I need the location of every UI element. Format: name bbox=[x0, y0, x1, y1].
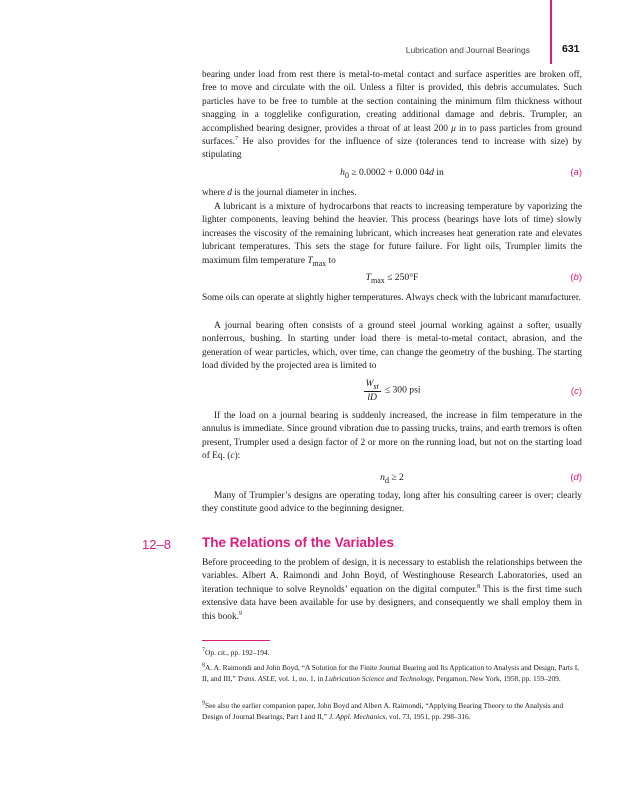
section-title: The Relations of the Variables bbox=[202, 535, 395, 550]
equation-d: $n_d \ge 2$ (d) bbox=[380, 472, 582, 485]
equation-tag-c: (c) bbox=[570, 386, 582, 397]
page-number: 631 bbox=[562, 43, 580, 55]
paragraph-load-increase: If the load on a journal bearing is suddenly increased, the increase in film temperature in the annulus is immediate. Since ground vibration due to passing trucks, trains, and earth tremors is often present, Trumpler used a design factor of 2 or more on the running load, but not on the starting load of Eq. (c): bbox=[202, 411, 582, 462]
equation-tag-d: (d) bbox=[570, 472, 582, 483]
footnote-8: $^8$A. A. Raimondi and John Boyd, “A Solution for the Finite Journal Bearing and Its Application to Analysis and Design, Parts I, II, and III,” Trans. ASLE, vol. 1, no. 1, in Lubrication Science and Technology, Pergamon, New York, 1958, pp. 159–209. bbox=[202, 662, 580, 684]
paragraph-journal: A journal bearing often consists of a ground steel journal working against a softer, usually nonferrous, bushing. In starting under load there is metal-to-metal contact, abrasion, and the generation of wear particles, which, over time, can change the geometry of the bushing. The starting load divided by the projected area is limited to bbox=[202, 321, 582, 372]
footnote-ref-7[interactable]: 7 bbox=[235, 135, 239, 142]
footnote-7: $^7$Op. cit., pp. 192–194. bbox=[202, 647, 270, 657]
footnote-9: $^9$See also the earlier companion paper, John Boyd and Albert A. Raimondi, “Applying Bearing Theory to the Analysis and Design of Journal Bearings, Part I and II,” J. Appl. Mechanics, vol. 73, 1951, pp. 298–316. bbox=[202, 700, 564, 722]
equation-tag-b: (b) bbox=[570, 272, 582, 283]
running-title: Lubrication and Journal Bearings bbox=[405, 45, 530, 55]
paragraph-debris: bearing under load from rest there is metal-to-metal contact and surface asperities are broken off, free to move and circulate with the oil. Unless a filter is provided, this debris accumulates. Such particles have to be free to tumble at the section containing the minimum film thickness without snagging in a togglelike configuration, creating additional damage and debris. Trumpler, an accomplished bearing designer, provides a throat of at least 200 μ in to pass particles from ground surfaces.$^7$ He also provides for the influence of size (tolerances tend to increase with size) by stipulating bbox=[202, 70, 582, 161]
header-rule bbox=[550, 0, 552, 64]
equation-b: $T_{max} \le 250^\circ F$ (b) bbox=[365, 272, 582, 285]
footnote-ref-8[interactable]: 8 bbox=[477, 583, 481, 590]
footnote-rule bbox=[202, 640, 270, 641]
paragraph-trumpler-designs: Many of Trumpler’s designs are operating today, long after his consulting career is over; clearly they constitute good advice to the beginning designer. bbox=[202, 491, 582, 515]
paragraph-lubricant: A lubricant is a mixture of hydrocarbons that reacts to increasing temperature by vaporizing the lighter components, leaving behind the heavier. This process (bearings have lots of time) slowly increases the viscosity of the remaining lubricant, which increases heat generation rate and elevates lubricant temperatures. This sets the stage for future failure. For light oils, Trumpler limits the maximum film temperature $T_{max}$ to bbox=[202, 202, 582, 268]
paragraph-relations: Before proceeding to the problem of design, it is necessary to establish the relationships between the variables. Albert A. Raimondi and John Boyd, of Westinghouse Research Laboratories, used an iteration technique to solve Reynolds’ equation on the digital computer.$^8$ This is the first time such extensive data have been available for use by designers, and consequently we shall employ them in this book.$^9$ bbox=[202, 558, 582, 622]
section-number: 12–8 bbox=[142, 537, 171, 552]
footnote-ref-9[interactable]: 9 bbox=[238, 610, 242, 617]
equation-c: $\frac{W_{st}}{lD}$ ≤ 300 psi (c) bbox=[365, 378, 582, 403]
fraction-load-area: $\frac{W_{st}}{lD}$ bbox=[365, 378, 379, 403]
paragraph-oils: Some oils can operate at slightly higher temperatures. Always check with the lubricant manufacturer. bbox=[202, 293, 581, 303]
equation-a: $h_0 \ge 0.0002 + 0.000$ 04d in (a) bbox=[340, 167, 582, 180]
paragraph-where-d: where d is the journal diameter in inches. bbox=[202, 188, 357, 198]
equation-tag-a: (a) bbox=[570, 167, 582, 178]
